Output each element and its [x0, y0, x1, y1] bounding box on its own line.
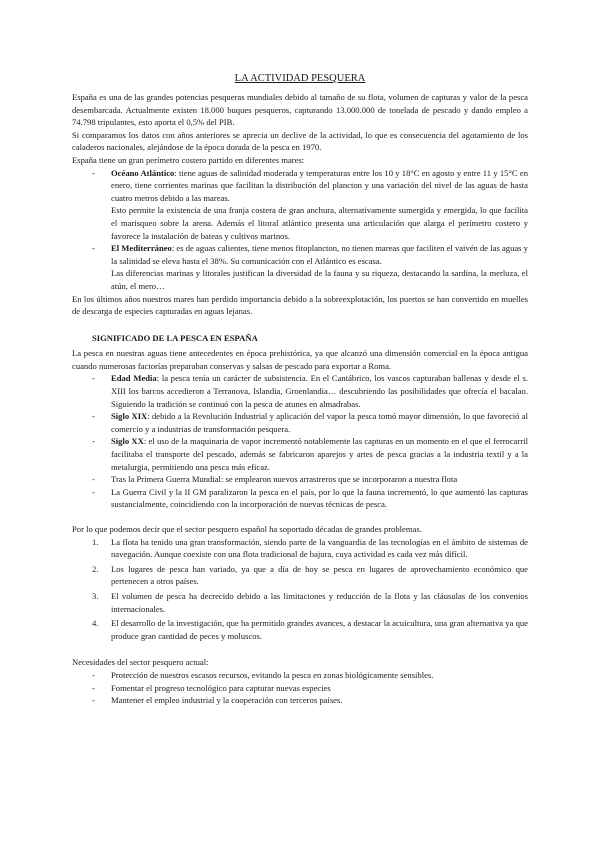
problem-text-2: Los lugares de pesca han variado, ya que a día de hoy se pesca en lugares de aprovechamiento económico que pertenecen a otros países. — [111, 563, 528, 587]
list-item-siglo-xx — [92, 435, 528, 473]
seas-list — [72, 167, 528, 293]
needs-intro: Necesidades del sector pesquero actual: — [72, 657, 209, 668]
text-primera-guerra: Tras la Primera Guerra Mundial: se emplearon nuevos arrastreros que se incorporaron a nuestra flota — [111, 474, 458, 485]
problem-number-3: 3. — [92, 590, 99, 601]
term-edad-media: Edad Media — [111, 373, 157, 384]
spacer — [72, 511, 528, 523]
list-item-atlantico — [92, 167, 528, 243]
text-siglo-xx: : el uso de la maquinaria de vapor incrementó notablemente las capturas en un momento en el que el ferrocarril facilitaba el transporte del pescado, además se fabricaron aparejos y artes de pesca gracias a la industria textil y a la metalurgia, permitiendo una pesca más eficaz. — [111, 436, 528, 472]
spacer — [72, 644, 528, 656]
text-atlantico: : tiene aguas de salinidad moderada y temperaturas entre los 10 y 18°C en agosto y entre 11 y 15°C en enero, tiene corrientes marinas que facilitan la distribución del plancton y una variación del nivel de las aguas de hasta cuatro metros debido a las mareas. — [111, 167, 528, 203]
problem-item-2 — [92, 563, 528, 588]
problem-text-4: El desarrollo de la investigación, que ha permitido grandes avances, a destacar la acuicultura, una gran alternativa ya que produce gran cantidad de peces y moluscos. — [111, 618, 528, 641]
section-heading-significado: SIGNIFICADO DE LA PESCA EN ESPAÑA — [92, 332, 258, 343]
text-siglo-xix: : debido a la Revolución Industrial y aplicación del vapor la pesca tomó mayor dimensión, lo que favoreció al comercio y a industrias de transformación pesquera. — [111, 411, 528, 434]
problems-intro: Por lo que podemos decir que el sector pesquero español ha soportado décadas de grandes problemas. — [72, 524, 422, 534]
need-item-3: - Mantener el empleo industrial y la cooperación con terceros países. — [92, 694, 528, 707]
problem-item-1 — [92, 536, 528, 561]
document-title: LA ACTIVIDAD PESQUERA — [234, 73, 366, 84]
intro-paragraph-1: España es una de las grandes potencias pesqueras mundiales debido al tamaño de su flota, volumen de capturas y valor de la pesca desembarcada. Actualmente existen 18.000 buques pesqueros, capturando 13.000.000 de tonelada de pescado y dando empleo a 74.798 tripulantes, esto aporta el 0,5% del PIB. — [72, 92, 528, 128]
term-atlantico: Océano Atlántico — [111, 167, 175, 178]
extra-mediterraneo: Las diferencias marinas y litorales justifican la diversidad de la fauna y su riqueza, destacando la sardina, la merluza, el atún, el mero… — [111, 268, 528, 291]
problem-item-4 — [92, 617, 528, 642]
needs-list — [72, 669, 528, 707]
history-list — [72, 372, 528, 511]
text-mediterraneo: : es de aguas calientes, tiene menos fitoplancton, no tienen mareas que faciliten el vaivén de las aguas y la salinidad se eleva hasta el 38%. Su comunicación con el Atlántico es escasa. — [111, 243, 528, 266]
intro-paragraph-2: Si comparamos los datos con años anteriores se aprecia un declive de la actividad, lo que es consecuencia del agotamiento de los caladeros nacionales, alejándose de la época dorada de la pesca en 1970. — [72, 129, 528, 153]
problem-number-2: 2. — [92, 563, 99, 574]
problems-list — [72, 536, 528, 643]
list-item-guerra-civil — [92, 486, 528, 511]
text-guerra-civil: La Guerra Civil y la II GM paralizaron la pesca en el país, por lo que la fauna incrementó, lo que aumentó las capturas sustancialmente, coincidiendo con la incorporación de nuevas técnicas de pesca. — [111, 486, 528, 510]
need-item-1: - Protección de nuestros escasos recursos, evitando la pesca en zonas biológicamente sensibles. — [92, 669, 528, 682]
term-siglo-xix: Siglo XIX — [111, 411, 148, 422]
problem-text-1: La flota ha tenido una gran transformación, siendo parte de la vanguardia de las tecnologías en el ámbito de sistemas de navegación. Aunque coexiste con una flota tradicional de bajura, cuya actividad es cada vez más difícil. — [111, 536, 528, 560]
significado-intro: La pesca en nuestras aguas tiene antecedentes en época prehistórica, ya que alcanzó una dimensión comercial en la época antigua cuando numerosas factorías preparaban conservas y salsas de pescado para exportar a Roma. — [72, 348, 528, 371]
list-item-primera-guerra — [92, 473, 528, 486]
seas-closing-paragraph: En los últimos años nuestros mares han perdido importancia debido a la sobreexplotación, los puertos se han convertido en muelles de descarga de especies capturadas en aguas lejanas. — [72, 293, 528, 317]
intro-paragraph-3: España tiene un gran perímetro costero partido en diferentes mares: — [72, 154, 305, 165]
extra-atlantico: Esto permite la existencia de una franja costera de gran anchura, alternativamente sumergida y emergida, lo que facilita el marisqueo sobre la arena. Además el litoral atlántico presenta una articulación que alarga el perímetro costero y favorece la instalación de bateas y cultivos marinos. — [111, 205, 528, 241]
problem-number-4: 4. — [92, 618, 99, 629]
term-siglo-xx: Siglo XX — [111, 436, 144, 447]
list-item-siglo-xix — [92, 410, 528, 435]
text-edad-media: : la pesca tenía un carácter de subsistencia. En el Cantábrico, los vascos capturaban ballenas y desde el s. XIII los barcos accedieron a Terranova, Islandia, Groenlandia… descubriendo las posibilidades que ofrecía el bacalao. Siguiendo la tradición se continuó con la pesca de atunes en almadrabas. — [111, 373, 528, 409]
list-item-edad-media — [92, 372, 528, 410]
problem-text-3: El volumen de pesca ha decrecido debido a las limitaciones y reducción de la flota y las cláusulas de los convenios internacionales. — [111, 590, 528, 614]
need-item-2: - Fomentar el progreso tecnológico para capturar nuevas especies — [92, 682, 528, 695]
problem-number-1: 1. — [92, 536, 99, 547]
problem-item-3 — [92, 590, 528, 615]
list-item-mediterraneo — [92, 242, 528, 292]
term-mediterraneo: El Mediterráneo — [111, 243, 172, 254]
